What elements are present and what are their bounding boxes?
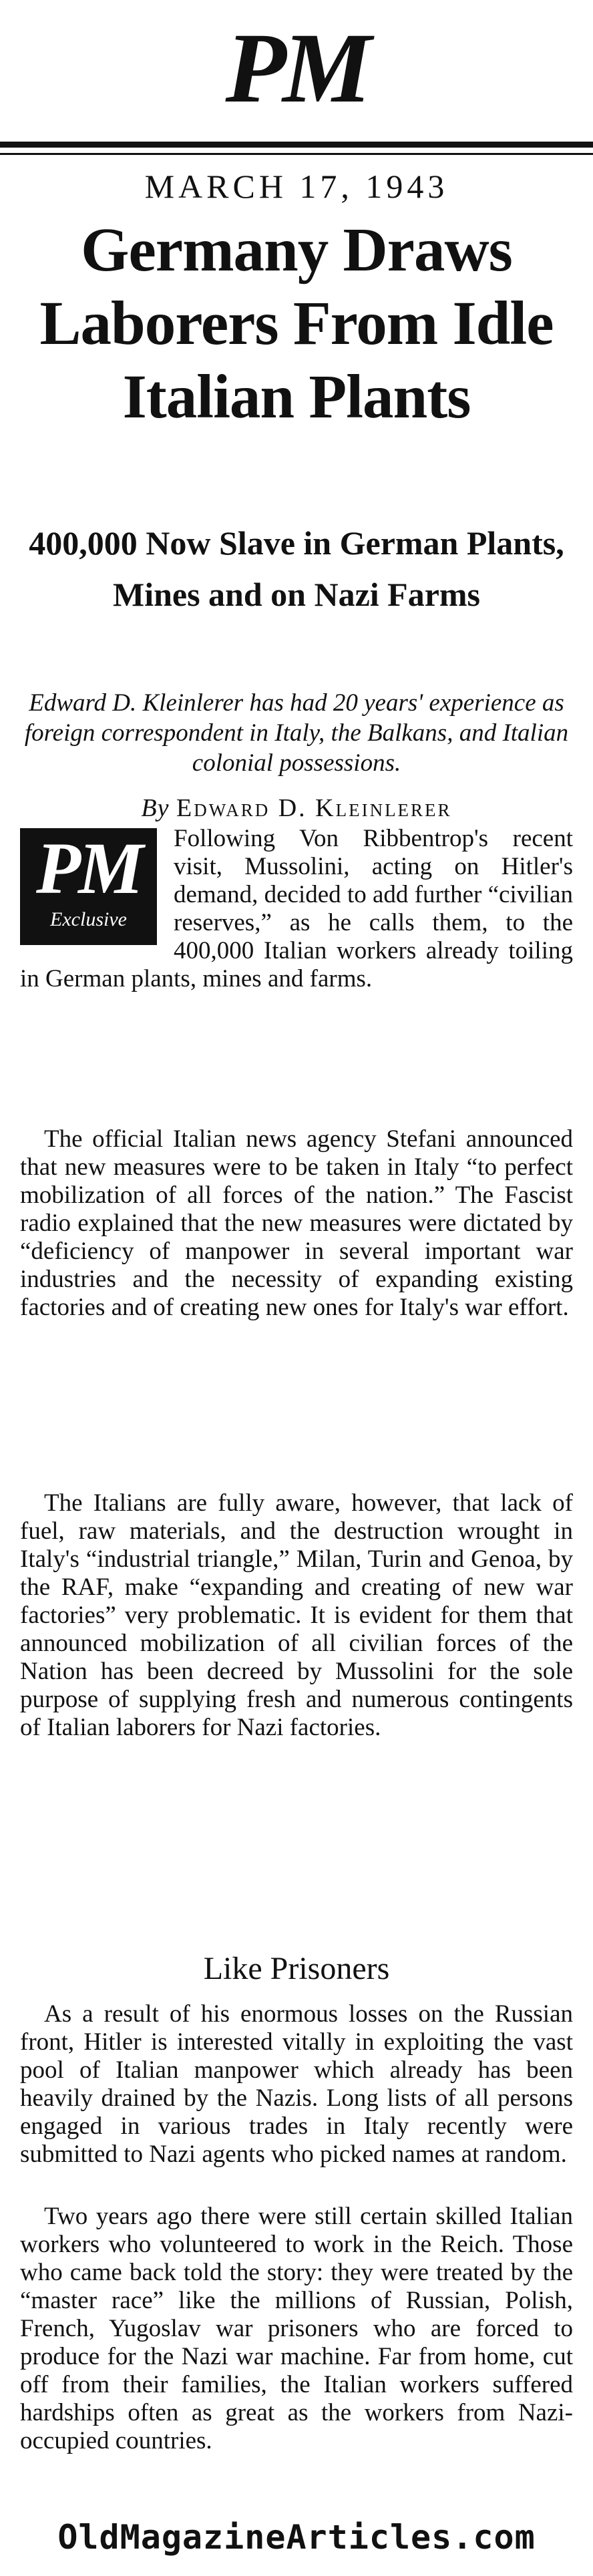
paragraph-2: The official Italian news agency Stefani announced that new measures were to be taken in Italy “to perfect mobilization of all forces of the nation.” The Fascist radio explained that the new measures were dictated by “deficiency of manpower in several important war industries and the necessity of expanding existing factories and of creating new ones for Italy's war effort. <box>20 1125 573 1321</box>
byline-author: Edward D. Kleinlerer <box>176 794 452 822</box>
masthead-rule-thick <box>0 142 593 148</box>
paragraph-3: The Italians are fully aware, however, that lack of fuel, raw materials, and the destruction wrought in Italy's “industrial triangle,” Milan, Turin and Genoa, by the RAF, make “expanding and creating of new war factories” very problematic. It is evident for them that announced mobilization of all civilian forces of the Nation has been decreed by Mussolini for the sole purpose of supplying fresh and numerous contingents of Italian laborers for Nazi factories. <box>20 1489 573 1741</box>
byline <box>0 793 593 823</box>
byline-prefix: By <box>141 794 170 822</box>
exclusive-logo: PM <box>36 827 141 909</box>
footer-watermark: OldMagazineArticles.com <box>57 2518 536 2557</box>
subheadline: 400,000 Now Slave in German Plants, Mines and on Nazi Farms <box>29 524 564 613</box>
paragraph-4: As a result of his enormous losses on the Russian front, Hitler is interested vitally in exploiting the vast pool of Italian manpower which already has been heavily drained by the Nazis. Long lists of all persons engaged in various trades in Italy recently were submitted to Nazi agents who picked names at random. <box>20 2000 573 2168</box>
headline: Germany Draws Laborers From Idle Italian Plants <box>39 216 554 431</box>
dateline: MARCH 17, 1943 <box>144 168 449 205</box>
badge-spacer <box>20 825 174 948</box>
section-heading: Like Prisoners <box>203 1951 390 1986</box>
paragraph-1: Following Von Ribbentrop's recent visit, Mussolini, acting on Hitler's demand, decided to add further “civilian reserves,” as he calls them, to the 400,000 Italian workers already toiling in German plants, mines and farms. <box>20 825 573 992</box>
paragraph-5: Two years ago there were still certain skilled Italian workers who volunteered to work in the Reich. Those who came back told the story: they were treated by the “master race” like the millions of Russian, Polish, French, Yugoslav war prisoners who are forced to produce for the Nazi war machine. Far from home, cut off from their families, the Italian workers suffered hardships often as great as the workers from Nazi-occupied countries. <box>20 2203 573 2454</box>
exclusive-label: Exclusive <box>50 908 127 930</box>
masthead-rule-thin <box>0 153 593 155</box>
author-bio: Edward D. Kleinlerer has had 20 years' experience as foreign correspondent in Italy, the Balkans, and Italian colonial possessions. <box>24 689 569 777</box>
pm-logo: PM <box>225 13 368 124</box>
masthead <box>0 0 593 137</box>
lead-paragraph <box>20 825 573 993</box>
